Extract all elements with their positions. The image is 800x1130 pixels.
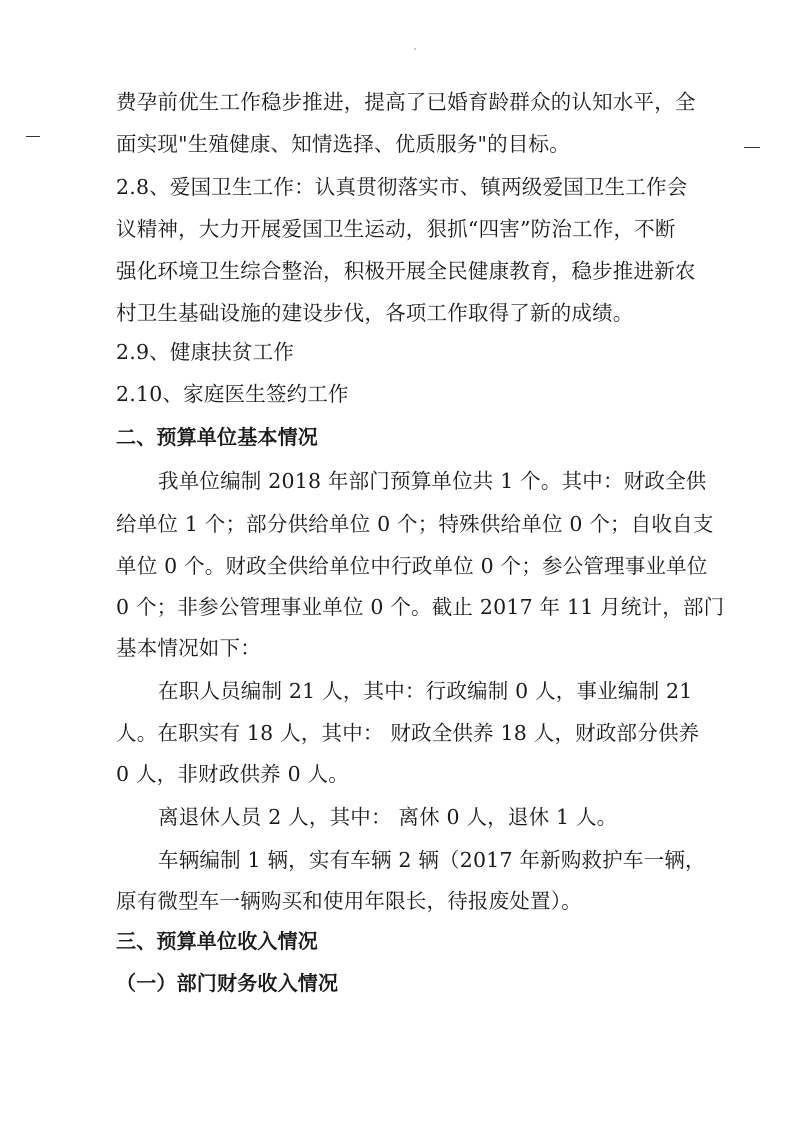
- paragraph-line: 基本情况如下：: [116, 636, 261, 660]
- paragraph-line: 议精神，大力开展爱国卫生运动，狠抓“四害”防治工作，不断: [116, 217, 676, 241]
- right-margin-mark: [744, 147, 760, 148]
- paragraph-line: 车辆编制 1 辆，实有车辆 2 辆（2017 年新购救护车一辆，: [158, 848, 706, 872]
- paragraph-line: 面实现"生殖健康、知情选择、优质服务"的目标。: [116, 132, 570, 156]
- paragraph-line: 0 人，非财政供养 0 人。: [116, 762, 349, 786]
- paragraph-line: 单位 0 个。财政全供给单位中行政单位 0 个；参公管理事业单位: [116, 554, 708, 578]
- paragraph-line: 0 个；非参公管理事业单位 0 个。截止 2017 年 11 月统计，部门: [116, 595, 725, 619]
- paragraph-line: 强化环境卫生综合整治，积极开展全民健康教育，稳步推进新农: [116, 259, 696, 283]
- section-item-2-10: 2.10、家庭医生签约工作: [116, 382, 349, 406]
- section-item-2-8: 2.8、爱国卫生工作：认真贯彻落实市、镇两级爱国卫生工作会: [116, 175, 688, 199]
- paragraph-line: 离退休人员 2 人，其中： 离休 0 人，退休 1 人。: [158, 805, 618, 829]
- scan-dot-mark: [414, 48, 416, 50]
- paragraph-line: 给单位 1 个；部分供给单位 0 个；特殊供给单位 0 个；自收自支: [116, 512, 714, 536]
- paragraph-line: 我单位编制 2018 年部门预算单位共 1 个。其中：财政全供: [158, 469, 707, 493]
- section-heading-3: 三、预算单位收入情况: [116, 929, 318, 953]
- left-margin-mark: [26, 136, 40, 137]
- paragraph-line: 村卫生基础设施的建设步伐，各项工作取得了新的成绩。: [116, 301, 634, 325]
- paragraph-line: 在职人员编制 21 人，其中：行政编制 0 人，事业编制 21: [158, 679, 693, 703]
- subsection-heading-1: （一）部门财务收入情况: [116, 971, 339, 995]
- paragraph-line: 原有微型车一辆购买和使用年限长，待报废处置）。: [116, 889, 582, 913]
- paragraph-line: 费孕前优生工作稳步推进，提高了已婚育龄群众的认知水平，全: [116, 90, 696, 114]
- paragraph-line: 人。在职实有 18 人，其中： 财政全供养 18 人，财政部分供养: [116, 721, 700, 745]
- section-heading-2: 二、预算单位基本情况: [116, 425, 318, 449]
- section-item-2-9: 2.9、健康扶贫工作: [116, 340, 295, 364]
